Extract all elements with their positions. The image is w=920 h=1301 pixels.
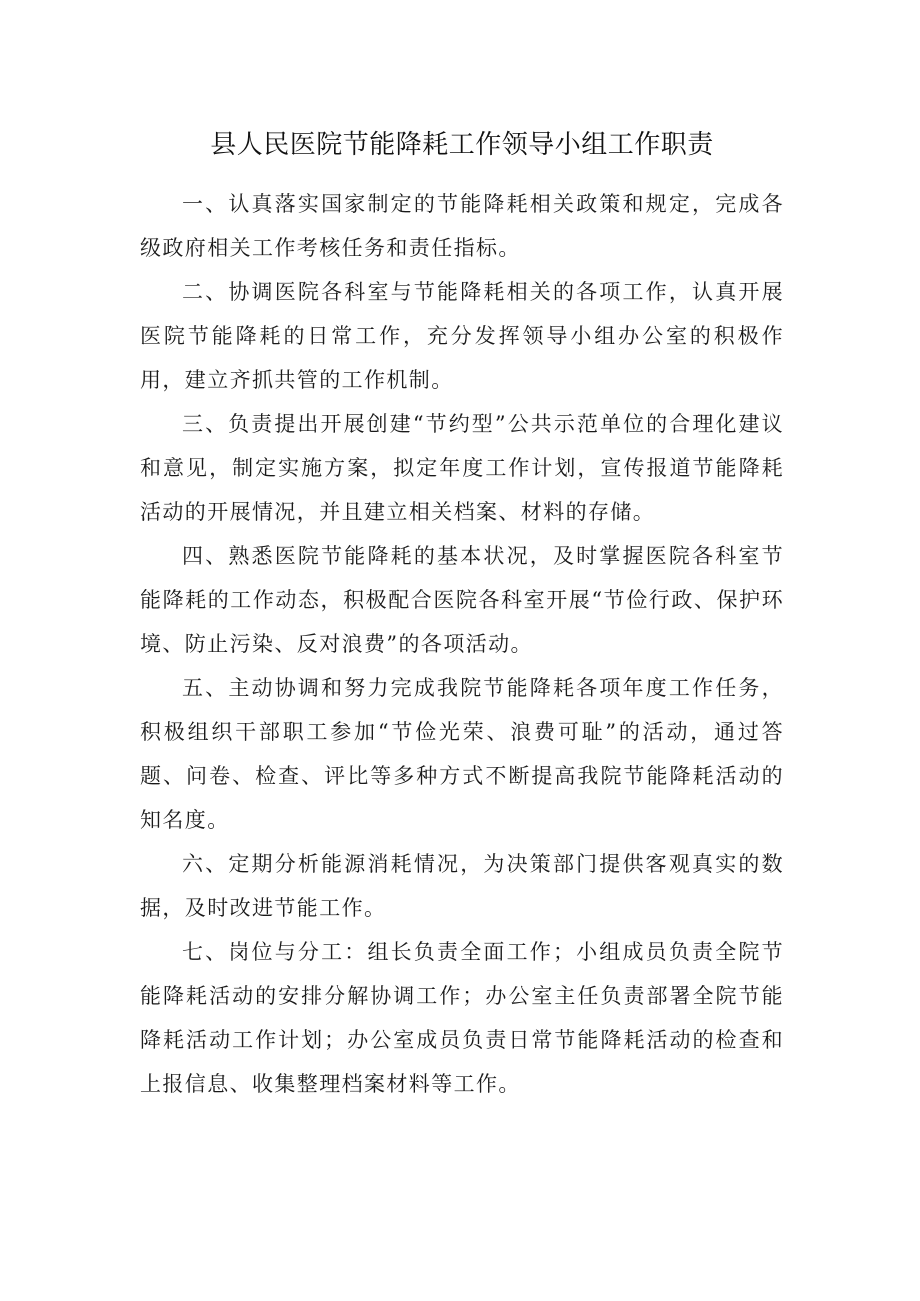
paragraph-5: 五、主动协调和努力完成我院节能降耗各项年度工作任务，积极组织干部职工参加“节俭光荣、浪费可耻”的活动，通过答题、问卷、检查、评比等多种方式不断提高我院节能降耗活动的知名度。 bbox=[140, 676, 784, 832]
paragraph-3: 三、负责提出开展创建“节约型”公共示范单位的合理化建议和意见，制定实施方案，拟定年度工作计划，宣传报道节能降耗活动的开展情况，并且建立相关档案、材料的存储。 bbox=[140, 412, 784, 524]
paragraph-2: 二、协调医院各科室与节能降耗相关的各项工作，认真开展医院节能降耗的日常工作，充分发挥领导小组办公室的积极作用，建立齐抓共管的工作机制。 bbox=[140, 280, 784, 392]
paragraph-1: 一、认真落实国家制定的节能降耗相关政策和规定，完成各级政府相关工作考核任务和责任指标。 bbox=[140, 192, 784, 260]
paragraph-6: 六、定期分析能源消耗情况，为决策部门提供客观真实的数据，及时改进节能工作。 bbox=[140, 852, 784, 920]
paragraph-4: 四、熟悉医院节能降耗的基本状况，及时掌握医院各科室节能降耗的工作动态，积极配合医院各科室开展“节俭行政、保护环境、防止污染、反对浪费”的各项活动。 bbox=[140, 544, 784, 656]
document-page bbox=[140, 118, 784, 1106]
paragraph-7: 七、岗位与分工：组长负责全面工作；小组成员负责全院节能降耗活动的安排分解协调工作；办公室主任负责部署全院节能降耗活动工作计划；办公室成员负责日常节能降耗活动的检查和上报信息、收集整理档案材料等工作。 bbox=[140, 940, 784, 1096]
document-title: 县人民医院节能降耗工作领导小组工作职责 bbox=[210, 130, 714, 160]
